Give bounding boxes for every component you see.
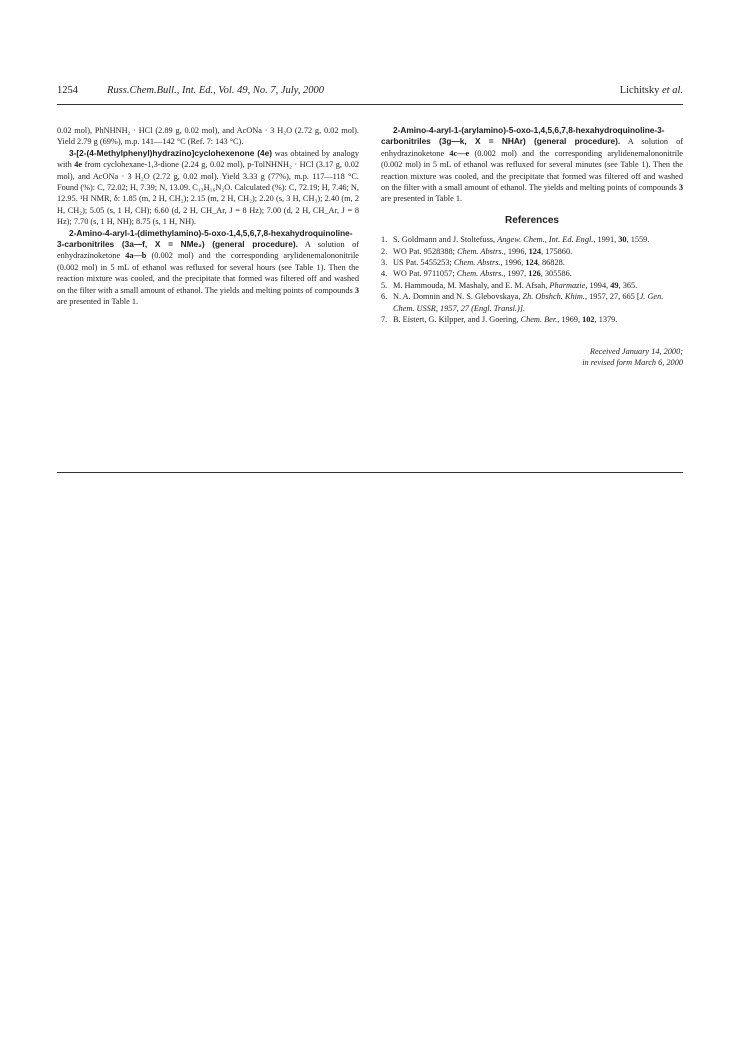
reference-item: 1. S. Goldmann and J. Stoltefuss, Angew. Chem., Int. Ed. Engl., 1991, 30, 1559.: [381, 235, 650, 245]
right-column: [381, 125, 683, 368]
paragraph: 2-Amino-4-aryl-1-(arylamino)-5-oxo-1,4,5,6,7,8-hexahydroquinoline-3-carbonitriles (3g—k, X = NHAr) (general procedure). A solution of enhydrazinoketone 4c—e (0.002 mol) and the corresponding arylidenemalononitrile (0.002 mol) in 5 mL of ethanol was refluxed for several minutes (see Table 1). Then the reaction mixture was cooled, and the precipitate that formed was filtered off and washed on the filter with a small amount of ethanol. The yields and melting points of compounds 3 are presented in Table 1.: [381, 125, 683, 204]
compound-heading: 3-[2-(4-Methylphenyl)hydrazino]cyclohexenone (4e): [69, 147, 273, 158]
left-column: [57, 125, 359, 308]
header-rule: [57, 104, 683, 105]
running-header: [57, 85, 683, 101]
references-heading: References: [505, 214, 559, 226]
reference-item: 7. B. Eistert, G. Kilpper, and J. Goering, Chem. Ber., 1969, 102, 1379.: [381, 315, 618, 325]
reference-item: 3. US Pat. 5455253; Chem. Abstrs., 1996, 124, 86828.: [381, 258, 565, 268]
reference-item: 6. N. A. Domnin and N. S. Glebovskaya, Zh. Obshch. Khim., 1957, 27, 665 [J. Gen. Chem. USSR, 1957, 27 (Engl. Transl.)].: [381, 292, 664, 313]
footer-rule: [57, 472, 683, 473]
reference-item: 4. WO Pat. 9711057; Chem. Abstrs., 1997, 126, 305586.: [381, 269, 572, 279]
paragraph: 0.02 mol), PhNHNH₂ · HCl (2.89 g, 0.02 mol), and AcONa · 3 H₂O (2.72 g, 0.02 mol). Yield 2.79 g (69%), m.p. 141—142 °C (Ref. 7: 143 °C).: [57, 126, 359, 147]
author-name: Lichitsky: [619, 85, 660, 96]
author-etal: et al.: [662, 85, 683, 96]
reference-list: [381, 234, 683, 325]
received-date: Received January 14, 2000;: [589, 346, 683, 356]
paragraph: 3-[2-(4-Methylphenyl)hydrazino]cyclohexenone (4e) was obtained by analogy with 4e from cyclohexane-1,3-dione (2.24 g, 0.02 mol), p-TolNHNH₂ · HCl (3.17 g, 0.02 mol), and AcONa · 3 H₂O (2.72 g, 0.02 mol). Yield 3.33 g (77%), m.p. 117—118 °C. Found (%): C, 72.02; H, 7.39; N, 13.09. C₁₃H₁₆N₂O. Calculated (%): C, 72.19; H, 7.46; N, 12.95. ¹H NMR, δ: 1.85 (m, 2 H, CH₂); 2.15 (m, 2 H, CH₂); 2.20 (s, 3 H, CH₃); 2.40 (m, 2 H, CH₂); 5.05 (s, 1 H, CH); 6.60 (d, 2 H, CH_Ar, J = 8 Hz); 7.00 (d, 2 H, CH_Ar, J = 8 Hz); 7.70 (s, 1 H, NH); 8.75 (s, 1 H, NH).: [57, 147, 359, 227]
reference-item: 2. WO Pat. 9528388; Chem. Abstrs., 1996, 124, 175860.: [381, 246, 573, 256]
running-authors: [620, 85, 683, 96]
paragraph: 2-Amino-4-aryl-1-(dimethylamino)-5-oxo-1,4,5,6,7,8-hexahydroquinoline-3-carbonitriles (3a—f, X = NMe₂) (general procedure). A solution of enhydrazinoketone 4a—b (0.002 mol) and the corresponding arylidenemalononitrile (0.002 mol) in 5 mL of ethanol was refluxed for several hours (see Table 1). Then the reaction mixture was cooled, and the precipitate that formed was filtered off and washed on the filter with a small amount of ethanol. The yields and melting points of compounds 3 are presented in Table 1.: [57, 227, 359, 307]
received-dates: [381, 346, 683, 369]
reference-item: 5. M. Hammouda, M. Mashaly, and E. M. Afsah, Pharmazie, 1994, 49, 365.: [381, 280, 638, 290]
revised-date: in revised form March 6, 2000: [582, 357, 683, 367]
journal-citation: Russ.Chem.Bull., Int. Ed., Vol. 49, No. 7, July, 2000: [107, 85, 324, 96]
procedure-heading: 2-Amino-4-aryl-1-(arylamino)-5-oxo-1,4,5,6,7,8-hexahydroquinoline-3-carbonitriles (3g—k, X = NHAr) (general procedure).: [381, 125, 665, 147]
procedure-heading: 2-Amino-4-aryl-1-(dimethylamino)-5-oxo-1,4,5,6,7,8-hexahydroquinoline-3-carbonitriles (3a—f, X = NMe₂) (general procedure).: [57, 227, 353, 250]
page-number: 1254: [57, 85, 78, 96]
